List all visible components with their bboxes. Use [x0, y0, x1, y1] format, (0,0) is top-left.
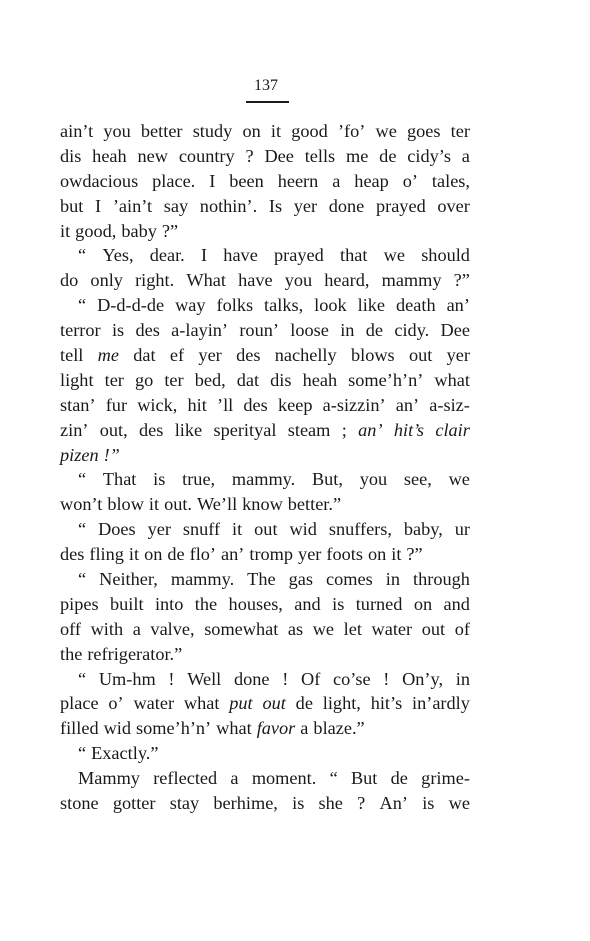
text-word: tell [60, 345, 84, 366]
text-word: heah [92, 145, 127, 166]
text-word: see, [403, 469, 432, 490]
text-word: goes [407, 121, 441, 141]
text-word [60, 443, 99, 468]
text-word: Does [98, 519, 136, 540]
text-word: An’ [379, 793, 408, 814]
text-word: and [443, 593, 470, 614]
text-line [60, 144, 470, 169]
text-word: the [194, 593, 218, 614]
text-line [60, 741, 470, 766]
text-word: into [154, 593, 184, 614]
text-word: des [243, 394, 268, 415]
text-word: tromp [249, 544, 294, 565]
text-word: sperityal [213, 419, 277, 440]
page-number-rule [246, 101, 289, 103]
text-line [60, 592, 470, 617]
text-word: The [247, 569, 276, 590]
text-word: a [132, 618, 141, 639]
text-word: is [111, 320, 125, 341]
text-line [60, 268, 470, 293]
text-word: is [332, 593, 345, 614]
text-word: But [350, 768, 378, 789]
text-word: o’ [402, 170, 418, 191]
text-word: done [328, 195, 365, 216]
text-word: me [346, 145, 369, 166]
text-word: wid [289, 519, 317, 540]
text-word: as [287, 618, 304, 639]
text-word: it [391, 544, 402, 565]
text-word: de [390, 768, 408, 789]
text-word [98, 343, 119, 368]
text-word: tales, [431, 170, 470, 191]
text-word: flo’ [189, 544, 217, 565]
text-line [60, 567, 470, 592]
text-word: we [448, 469, 470, 490]
text-word: co’se [333, 668, 371, 689]
text-word: blaze.” [313, 718, 365, 739]
text-word: ’ain’t [112, 195, 153, 216]
text-word: a-siz- [429, 394, 470, 415]
text-word: go [134, 369, 154, 390]
text-word: yer [293, 195, 318, 216]
text-word: ? [245, 145, 254, 166]
body-text [60, 119, 470, 816]
text-word: say [163, 195, 189, 216]
text-word: ?” [161, 220, 179, 241]
text-word: out. [164, 494, 192, 515]
text-word: have [223, 245, 258, 266]
text-word: a-layin’ [171, 320, 229, 341]
italic-text: hit’s [393, 419, 425, 440]
text-word: in [385, 569, 400, 590]
text-word: grime- [421, 768, 470, 789]
italic-text: favor [256, 718, 296, 739]
italic-text: me [97, 345, 119, 366]
text-word: a [461, 145, 470, 166]
text-word: baby [121, 220, 157, 241]
text-word: des [236, 345, 261, 366]
text-line [60, 667, 470, 692]
text-word: in [340, 320, 355, 341]
text-word: comes [326, 569, 373, 590]
text-word: keep [277, 394, 313, 415]
text-word: prayed [274, 245, 324, 266]
text-word: on [242, 121, 261, 141]
text-word: ain’t [60, 121, 94, 141]
text-word: des [135, 320, 160, 341]
text-word: stan’ [60, 394, 96, 415]
text-word: That [102, 469, 137, 490]
italic-text: an’ [358, 419, 383, 440]
text-word: let [343, 618, 362, 639]
text-word [435, 418, 470, 443]
text-word: on [413, 593, 433, 614]
text-word: snuffers, [328, 519, 392, 540]
text-word: yer [147, 519, 171, 540]
text-word: “ [78, 469, 87, 490]
text-word: mammy. [231, 469, 296, 490]
text-word: nachelly [274, 345, 337, 366]
text-line [60, 766, 470, 791]
italic-text: put [229, 693, 253, 714]
text-word: what [216, 718, 252, 739]
text-word: foots [326, 544, 363, 565]
text-word: ?” [406, 544, 423, 565]
text-word: prayed [375, 195, 426, 216]
text-word: stone [60, 793, 99, 814]
text-word: “ [78, 519, 87, 540]
text-word: mammy. [170, 569, 235, 590]
text-line [60, 542, 470, 567]
text-word: reflected [153, 768, 218, 789]
text-word: des [139, 419, 164, 440]
text-word: blows [350, 345, 395, 366]
text-line [60, 617, 470, 642]
text-word: tells [304, 145, 336, 166]
text-word: won’t [60, 494, 103, 515]
text-line [60, 467, 470, 492]
text-word: an’ [221, 544, 245, 565]
text-line [60, 343, 470, 368]
text-word: What [186, 270, 226, 291]
text-line [60, 119, 470, 144]
text-word: de [379, 145, 397, 166]
text-word: been [229, 170, 264, 191]
text-word: what [434, 369, 470, 390]
text-word: ?” [453, 270, 470, 291]
text-word: houses, [228, 593, 283, 614]
text-word: yer [298, 544, 322, 565]
text-word: right. [135, 270, 175, 291]
text-word: the [60, 643, 83, 664]
text-word: I [95, 195, 102, 216]
text-word: should [421, 245, 470, 266]
text-word: somewhat [204, 618, 279, 639]
text-word: baby, [403, 519, 443, 540]
text-word: yer [198, 345, 222, 366]
text-word: berhime, [213, 793, 278, 814]
text-word: ter [450, 121, 470, 141]
text-word: is [292, 793, 305, 814]
text-word: built [110, 593, 144, 614]
text-word: gas [288, 569, 313, 590]
text-word: it [60, 220, 71, 241]
text-word: new [137, 145, 168, 166]
text-word: ! [168, 668, 175, 689]
text-word: filled [60, 718, 99, 739]
text-word [358, 418, 382, 443]
text-word: fling [89, 544, 124, 565]
text-word: a [230, 768, 239, 789]
text-word: hit’s [370, 693, 403, 714]
text-word: you [359, 469, 388, 490]
text-word: it [148, 494, 160, 515]
text-word: know [242, 494, 283, 515]
text-word: Of [301, 668, 321, 689]
text-word: in’ardly [412, 693, 470, 714]
text-word: place [60, 693, 99, 714]
text-word: turned [355, 593, 403, 614]
text-word: with [90, 618, 124, 639]
text-word: “ [78, 668, 87, 689]
text-line [60, 368, 470, 393]
text-line [60, 642, 470, 667]
text-word: on [144, 544, 163, 565]
text-word: country [178, 145, 235, 166]
text-word: loose [290, 320, 329, 341]
text-word: mammy [381, 270, 442, 291]
text-word: heah [302, 369, 338, 390]
text-word: Exactly.” [91, 743, 159, 764]
text-word: heard, [324, 270, 370, 291]
text-word: ef [169, 345, 185, 366]
text-word: way [175, 295, 206, 316]
text-word: yer [446, 345, 470, 366]
italic-text: out [262, 693, 286, 714]
text-word: wick, [137, 394, 178, 415]
text-word: study [192, 121, 233, 141]
text-word: Dee [264, 145, 294, 166]
text-word: ? [357, 793, 366, 814]
text-word: “ [78, 295, 87, 316]
text-line [60, 393, 470, 418]
text-word: ! [282, 668, 289, 689]
text-word: refrigerator.” [87, 643, 183, 664]
text-word: cidy’s [407, 145, 451, 166]
text-word: and [294, 593, 321, 614]
italic-text: !” [103, 444, 120, 465]
text-word: Is [268, 195, 283, 216]
text-word: moment. [251, 768, 317, 789]
text-word: like [174, 419, 203, 440]
text-word: fur [105, 394, 128, 415]
text-word: on [367, 544, 387, 565]
text-word: Mammy [78, 768, 140, 789]
text-word: good [291, 121, 328, 141]
text-word: “ [78, 569, 87, 590]
text-word: ! [383, 668, 390, 689]
text-word: we [448, 793, 470, 814]
text-word: look [314, 295, 347, 316]
text-word: light, [322, 693, 361, 714]
text-word: what [183, 693, 220, 714]
text-line [60, 443, 470, 468]
text-line [60, 418, 470, 443]
text-word: ter [164, 369, 184, 390]
text-line [60, 791, 470, 816]
text-word [257, 716, 296, 741]
text-word: true, [182, 469, 216, 490]
text-word: dat [236, 369, 260, 390]
text-word: dat [133, 345, 156, 366]
text-word: steam [287, 419, 331, 440]
text-word [394, 418, 424, 443]
text-word: have [238, 270, 273, 291]
text-word: heap [354, 170, 389, 191]
text-word: D-d-d-de [97, 295, 165, 316]
text-word: that [340, 245, 368, 266]
text-word [104, 443, 120, 468]
text-word: nothin’. [199, 195, 258, 216]
page-number: 137 [254, 77, 278, 94]
text-word: valve, [150, 618, 195, 639]
text-word: it [128, 544, 140, 565]
text-word: dis [270, 369, 292, 390]
text-word: Um-hm [98, 668, 156, 689]
text-word: ’ll [216, 394, 234, 415]
text-word: is [153, 469, 166, 490]
text-word: Neither, [99, 569, 158, 590]
text-word: des [60, 544, 85, 565]
text-word: in [455, 668, 470, 689]
text-word: blow [107, 494, 144, 515]
text-word: but [60, 195, 84, 216]
text-line [60, 243, 470, 268]
text-word: snuff [182, 519, 221, 540]
italic-text: pizen [60, 444, 99, 465]
text-word: light [60, 369, 94, 390]
text-word: folks [216, 295, 254, 316]
italic-text: clair [435, 419, 470, 440]
text-word: water [133, 693, 175, 714]
text-word: we [312, 618, 335, 639]
text-word: dear. [149, 245, 185, 266]
text-word: ’fo’ [337, 121, 366, 141]
text-word: it [232, 519, 243, 540]
text-word: an’ [395, 394, 420, 415]
text-line [60, 293, 470, 318]
text-word: you [284, 270, 313, 291]
text-word: out [408, 345, 433, 366]
text-word: cidy. [394, 320, 430, 341]
text-word: done [233, 668, 270, 689]
text-word: de [167, 544, 185, 565]
text-word: off [60, 618, 81, 639]
text-word: I [209, 170, 216, 191]
text-word: ter [104, 369, 124, 390]
text-word: a [300, 718, 309, 739]
text-word: gotter [112, 793, 156, 814]
text-word: Well [187, 668, 222, 689]
text-word: is [422, 793, 435, 814]
text-word: it [270, 121, 282, 141]
text-word: a-sizzin’ [322, 394, 386, 415]
text-word: ur [454, 519, 470, 540]
text-word: out [421, 618, 446, 639]
text-word: we [383, 245, 405, 266]
text-word: an’ [446, 295, 470, 316]
text-word: we [375, 121, 397, 141]
text-word: of [454, 618, 470, 639]
text-word: bed, [194, 369, 226, 390]
text-word: a [332, 170, 341, 191]
text-word: owdacious [60, 170, 139, 191]
text-word: heern [277, 170, 319, 191]
text-word: hit [187, 394, 207, 415]
text-word: better [140, 121, 183, 141]
text-line [60, 169, 470, 194]
text-word: wid [103, 718, 132, 739]
text-word: But, [311, 469, 343, 490]
text-line [60, 219, 470, 244]
text-line [60, 194, 470, 219]
text-word: water [371, 618, 413, 639]
text-word: de [365, 320, 384, 341]
text-word: only [90, 270, 123, 291]
text-line [60, 492, 470, 517]
text-word: zin’ [60, 419, 89, 440]
text-word: We’ll [197, 494, 238, 515]
text-word: some’h’n’ [136, 718, 212, 739]
text-line [60, 318, 470, 343]
text-word: “ [329, 768, 338, 789]
text-word: out, [99, 419, 128, 440]
text-word: Yes, [102, 245, 134, 266]
text-word: de [295, 693, 313, 714]
text-line [60, 691, 470, 716]
text-line [60, 517, 470, 542]
text-line [60, 716, 470, 741]
text-word: through [413, 569, 470, 590]
text-word: terror [60, 320, 101, 341]
text-word: o’ [108, 693, 124, 714]
text-word: pipes [60, 593, 99, 614]
text-word: out [254, 519, 278, 540]
text-word [262, 691, 285, 716]
text-word: death [396, 295, 436, 316]
text-word: stay [169, 793, 200, 814]
text-word: I [200, 245, 208, 266]
text-word: roun’ [239, 320, 279, 341]
text-word: talks, [264, 295, 304, 316]
text-word: over [437, 195, 470, 216]
text-word: Dee [440, 320, 470, 341]
text-word: do [60, 270, 79, 291]
text-word: On’y, [402, 668, 444, 689]
text-word: “ [78, 245, 87, 266]
text-word: dis [60, 145, 82, 166]
text-word: some’h’n’ [348, 369, 424, 390]
text-word: like [357, 295, 386, 316]
text-word: you [103, 121, 131, 141]
text-word [229, 691, 252, 716]
text-word: ; [341, 419, 347, 440]
text-word: good, [75, 220, 117, 241]
text-word: better.” [287, 494, 342, 515]
text-word: place. [152, 170, 196, 191]
text-word: “ [78, 743, 87, 764]
text-word: she [318, 793, 343, 814]
